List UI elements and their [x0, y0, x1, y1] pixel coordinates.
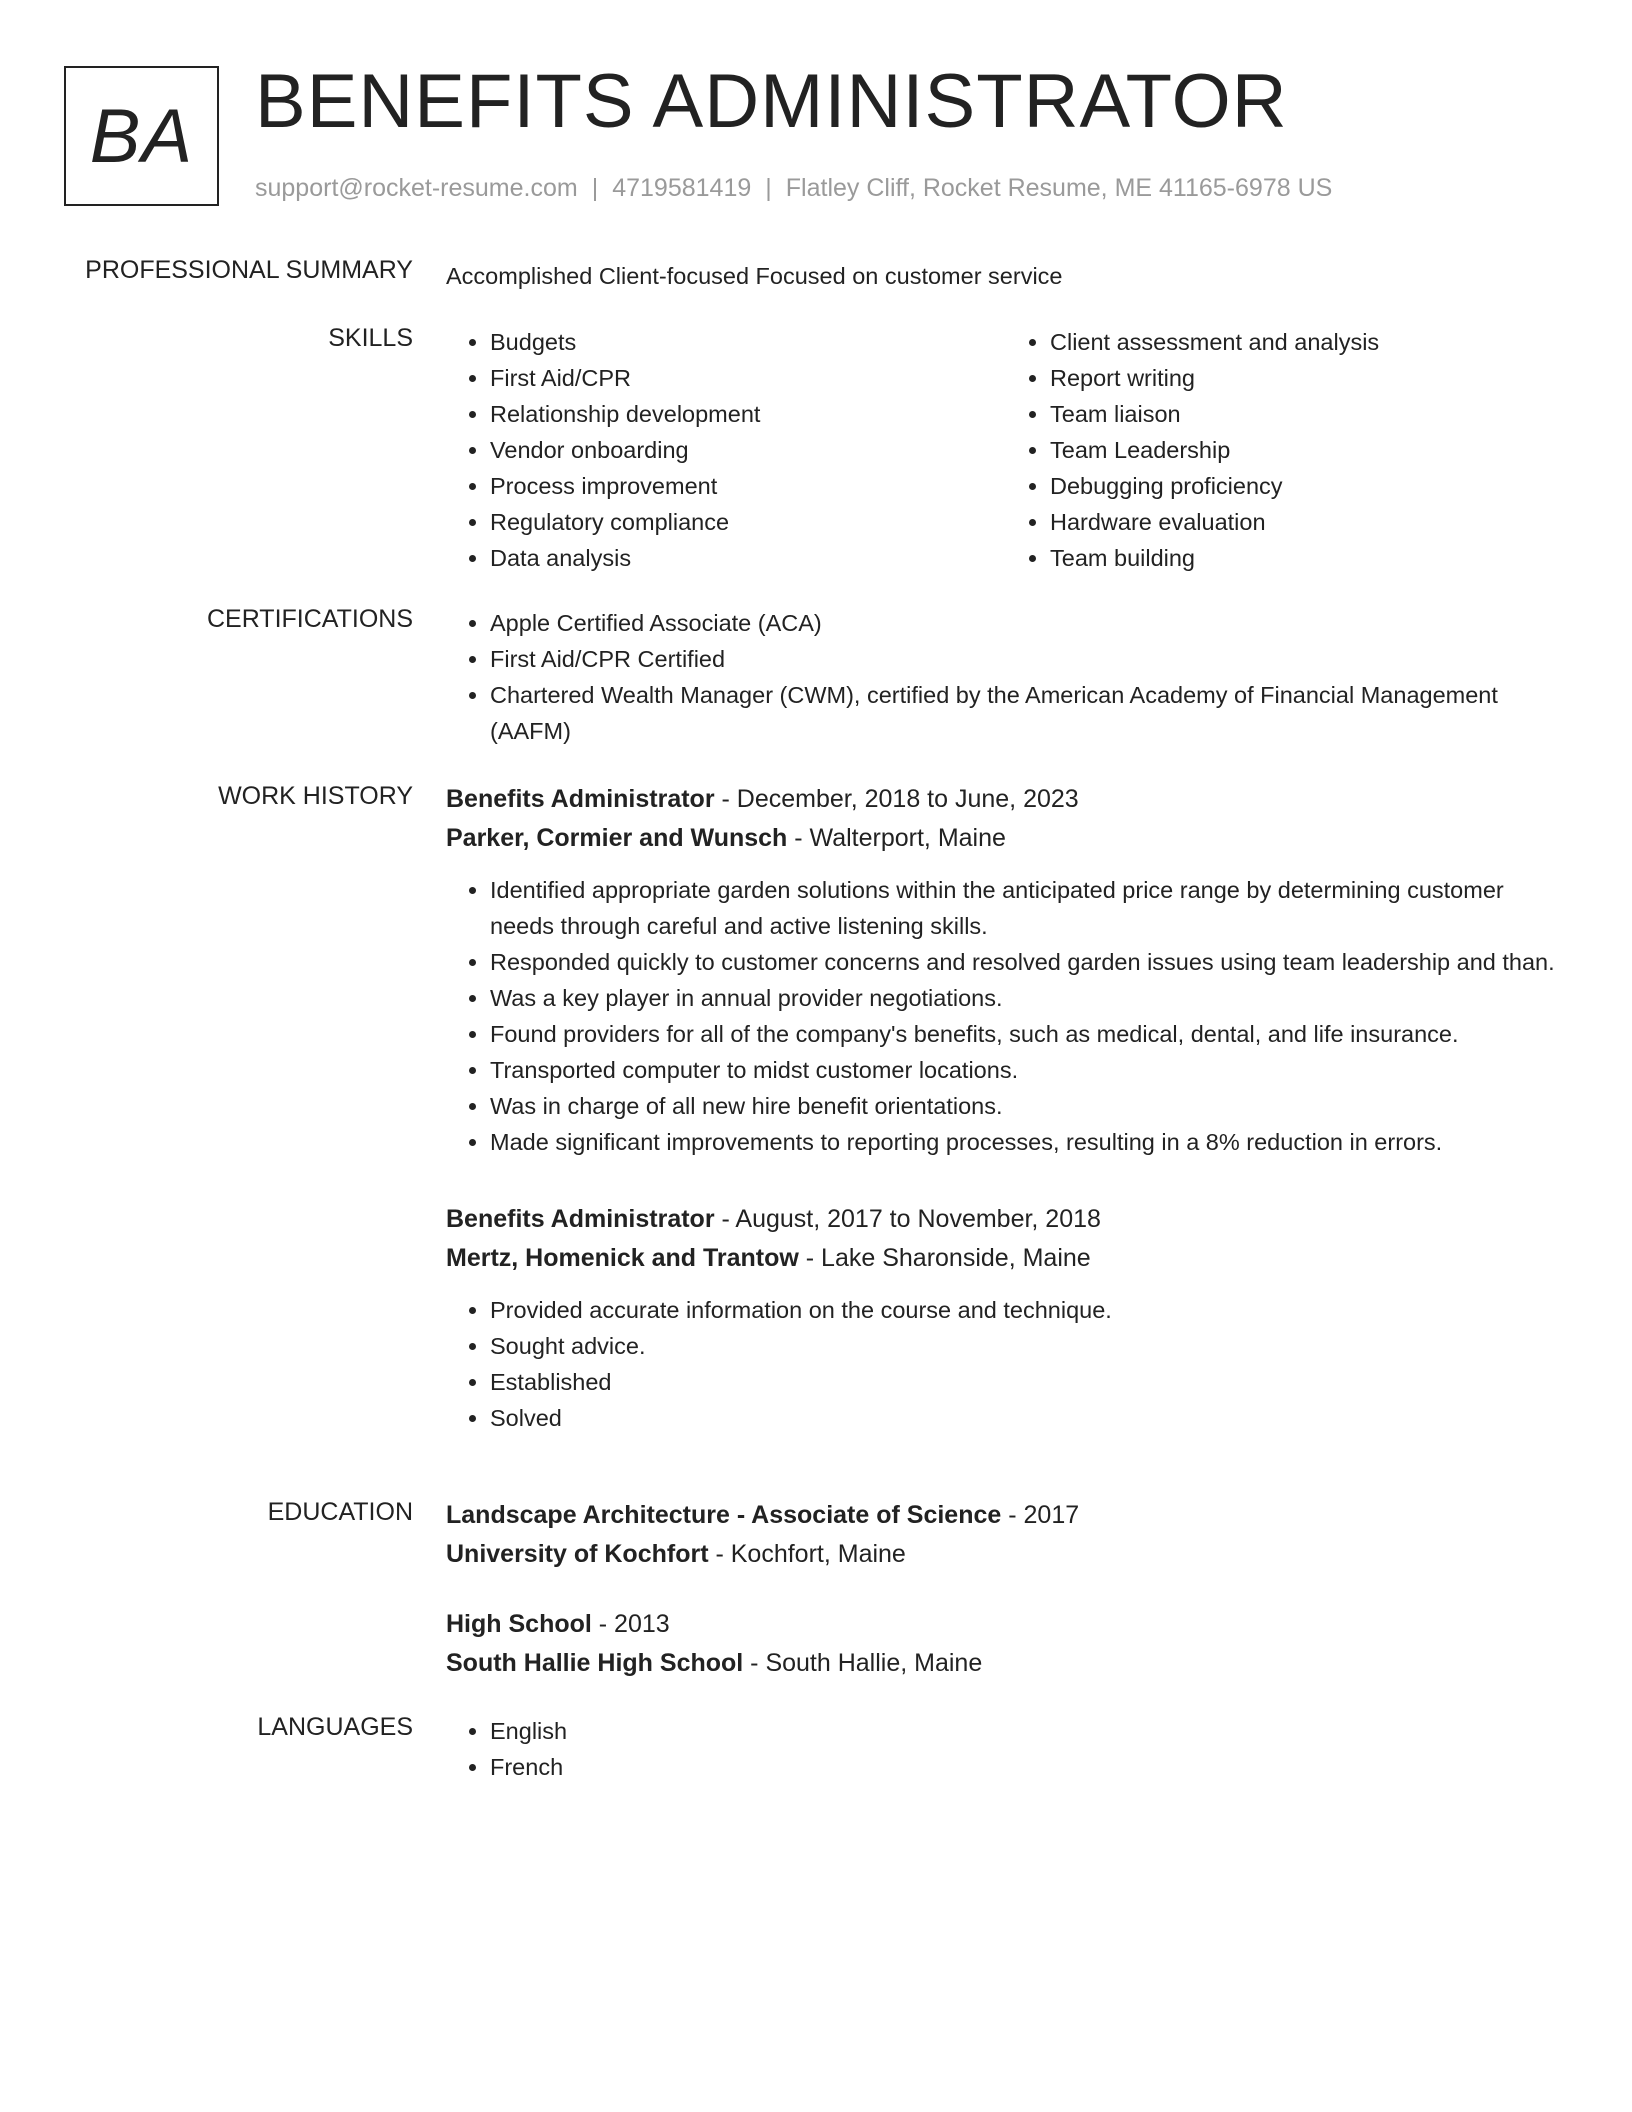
education-school: University of Kochfort — [446, 1540, 709, 1568]
skill-item: • Debugging proficiency — [1050, 468, 1566, 504]
skill-item: • First Aid/CPR — [490, 360, 1006, 396]
education-school: South Hallie High School — [446, 1649, 744, 1677]
job-dates: - December, 2018 to June, 2023 — [714, 785, 1079, 813]
job-bullets — [446, 1292, 1566, 1436]
skill-item: • Hardware evaluation — [1050, 504, 1566, 540]
skills-label: SKILLS — [328, 324, 413, 352]
job-title-line — [446, 780, 1566, 819]
contact-line — [255, 174, 1332, 203]
job-title-line — [446, 1200, 1566, 1239]
languages-body — [446, 1713, 1566, 1785]
job-dates: - August, 2017 to November, 2018 — [714, 1205, 1101, 1233]
languages-list — [446, 1713, 1566, 1785]
education-entry — [446, 1605, 1566, 1683]
education-school-line — [446, 1535, 1566, 1574]
languages-label: LANGUAGES — [257, 1713, 413, 1741]
certifications-body — [446, 605, 1566, 749]
education-entry — [446, 1496, 1566, 1574]
skills-list-left — [446, 324, 1006, 576]
job-bullet: • Provided accurate information on the course and technique. — [490, 1292, 1566, 1328]
education-school-line — [446, 1644, 1566, 1683]
certifications-label: CERTIFICATIONS — [206, 605, 413, 633]
skill-item: • Regulatory compliance — [490, 504, 1006, 540]
skill-item: • Vendor onboarding — [490, 432, 1006, 468]
summary-label: PROFESSIONAL SUMMARY — [85, 256, 413, 284]
contact-separator: | — [591, 174, 599, 202]
education-degree: High School — [446, 1610, 592, 1638]
job-bullet: • Solved — [490, 1400, 1566, 1436]
education-year: - 2017 — [1001, 1501, 1080, 1529]
job-company-line — [446, 819, 1566, 858]
job-company-line — [446, 1239, 1566, 1278]
job-bullets — [446, 872, 1566, 1160]
job-bullet: • Was in charge of all new hire benefit orientations. — [490, 1088, 1566, 1124]
education-location: - South Hallie, Maine — [743, 1649, 983, 1677]
job-location: - Walterport, Maine — [787, 824, 1006, 852]
education-degree: Landscape Architecture - Associate of Science — [446, 1501, 1002, 1529]
skill-item: • Client assessment and analysis — [1050, 324, 1566, 360]
job-company: Mertz, Homenick and Trantow — [446, 1244, 799, 1272]
certification-item: • Chartered Wealth Manager (CWM), certified by the American Academy of Financial Management (AAFM) — [490, 677, 1566, 749]
skill-item: • Report writing — [1050, 360, 1566, 396]
education-label: EDUCATION — [267, 1498, 413, 1526]
education-degree-line — [446, 1605, 1566, 1644]
education-body — [446, 1496, 1566, 1683]
job-company: Parker, Cormier and Wunsch — [446, 824, 788, 852]
monogram-badge — [64, 66, 219, 206]
job-bullet: • Established — [490, 1364, 1566, 1400]
skill-item: • Team building — [1050, 540, 1566, 576]
skills-list-right — [1006, 324, 1566, 576]
work-history-label: WORK HISTORY — [218, 782, 413, 810]
summary-text: Accomplished Client-focused Focused on customer service — [446, 263, 1063, 289]
contact-separator: | — [765, 174, 772, 202]
skill-item: • Process improvement — [490, 468, 1006, 504]
job-bullet: • Responded quickly to customer concerns and resolved garden issues using team leadership and than. — [490, 944, 1566, 980]
job-title: Benefits Administrator — [446, 1205, 715, 1233]
job-bullet: • Transported computer to midst customer locations. — [490, 1052, 1566, 1088]
monogram-text: BA — [89, 93, 194, 179]
skill-item: • Data analysis — [490, 540, 1006, 576]
job-entry — [446, 780, 1566, 1160]
certification-item: • First Aid/CPR Certified — [490, 641, 1566, 677]
job-bullet: • Found providers for all of the company's benefits, such as medical, dental, and life insurance. — [490, 1016, 1566, 1052]
page-title: BENEFITS ADMINISTRATOR — [255, 59, 1288, 144]
contact-address: Flatley Cliff, Rocket Resume, ME 41165-6978 US — [785, 174, 1333, 202]
job-bullet: • Was a key player in annual provider negotiations. — [490, 980, 1566, 1016]
job-title: Benefits Administrator — [446, 785, 715, 813]
skill-item: • Team liaison — [1050, 396, 1566, 432]
certifications-list — [446, 605, 1566, 749]
skills-columns — [446, 324, 1566, 576]
job-location: - Lake Sharonside, Maine — [798, 1244, 1091, 1272]
certification-item: • Apple Certified Associate (ACA) — [490, 605, 1566, 641]
job-bullet: • Sought advice. — [490, 1328, 1566, 1364]
job-bullet: • Made significant improvements to reporting processes, resulting in a 8% reduction in errors. — [490, 1124, 1566, 1160]
education-degree-line — [446, 1496, 1566, 1535]
contact-phone: 4719581419 — [612, 174, 752, 202]
skill-item: • Team Leadership — [1050, 432, 1566, 468]
education-year: - 2013 — [591, 1610, 670, 1638]
job-bullet: • Identified appropriate garden solutions within the anticipated price range by determining customer needs through careful and active listening skills. — [490, 872, 1566, 944]
skill-item: • Relationship development — [490, 396, 1006, 432]
job-entry — [446, 1200, 1566, 1436]
language-item: • English — [490, 1713, 1566, 1749]
education-location: - Kochfort, Maine — [708, 1540, 906, 1568]
skill-item: • Budgets — [490, 324, 1006, 360]
language-item: • French — [490, 1749, 1566, 1785]
contact-email: support@rocket-resume.com — [255, 174, 578, 202]
work-history-body — [446, 780, 1566, 1436]
